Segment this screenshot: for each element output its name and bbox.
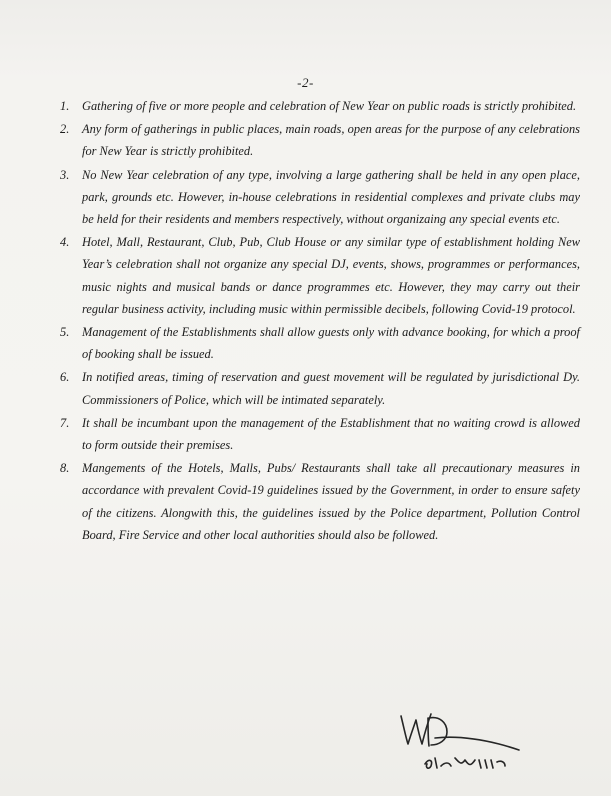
item-text: Management of the Establishments shall allow guests only with advance booking, for which a proof of booking shall be issued. [82, 325, 580, 362]
list-item [60, 118, 580, 162]
list-item [60, 321, 580, 365]
handwritten-signature [395, 708, 525, 778]
item-text: Hotel, Mall, Restaurant, Club, Pub, Club House or any similar type of establishment holding New Year’s celebration shall not organize any special DJ, events, shows, programmes or performances, music nights and musical bands or dance programmes etc. However, they may carry out their regular business activity, including music within permissible decibels, following Covid-19 protocol. [82, 235, 580, 316]
list-item [60, 457, 580, 546]
guidelines-list [60, 95, 580, 547]
item-number: 4. [60, 235, 70, 250]
item-number: 5. [60, 325, 70, 340]
item-number: 8. [60, 461, 70, 476]
list-item [60, 95, 580, 117]
item-number: 7. [60, 415, 70, 430]
item-number: 1. [60, 99, 70, 113]
item-text: It shall be incumbant upon the management of the Establishment that no waiting crowd is allowed to form outside their premises. [82, 415, 580, 453]
item-text: In notified areas, timing of reservation and guest movement will be regulated by jurisdictional Dy. Commissioners of Police, which will be intimated separately. [82, 370, 580, 407]
item-text: Any form of gatherings in public places, main roads, open areas for the purpose of any celebrations for New Year is strictly prohibited. [82, 122, 580, 159]
item-number: 3. [60, 167, 70, 182]
item-number: 6. [60, 370, 70, 385]
item-text: Mangements of the Hotels, Malls, Pubs/ Restaurants shall take all precautionary measures in accordance with prevalent Covid-19 guidelines issued by the Government, in order to ensure safety of the citizens. Alongwith this, the guidelines issued by the Police department, Pollution Control Board, Fire Service and other local authorities should also be followed. [82, 461, 580, 542]
list-item [60, 412, 580, 456]
item-number: 2. [60, 122, 70, 137]
page-number: -2- [297, 75, 314, 90]
item-text: No New Year celebration of any type, involving a large gathering shall be held in any open place, park, grounds etc. However, in-house celebrations in residential complexes and private clubs may be held for their residents and members respectively, without organizaing any special events etc. [82, 167, 580, 227]
item-text: Gathering of five or more people and celebration of New Year on public roads is strictly prohibited. [82, 99, 577, 113]
list-item [60, 366, 580, 410]
list-item [60, 164, 580, 231]
list-item [60, 231, 580, 320]
